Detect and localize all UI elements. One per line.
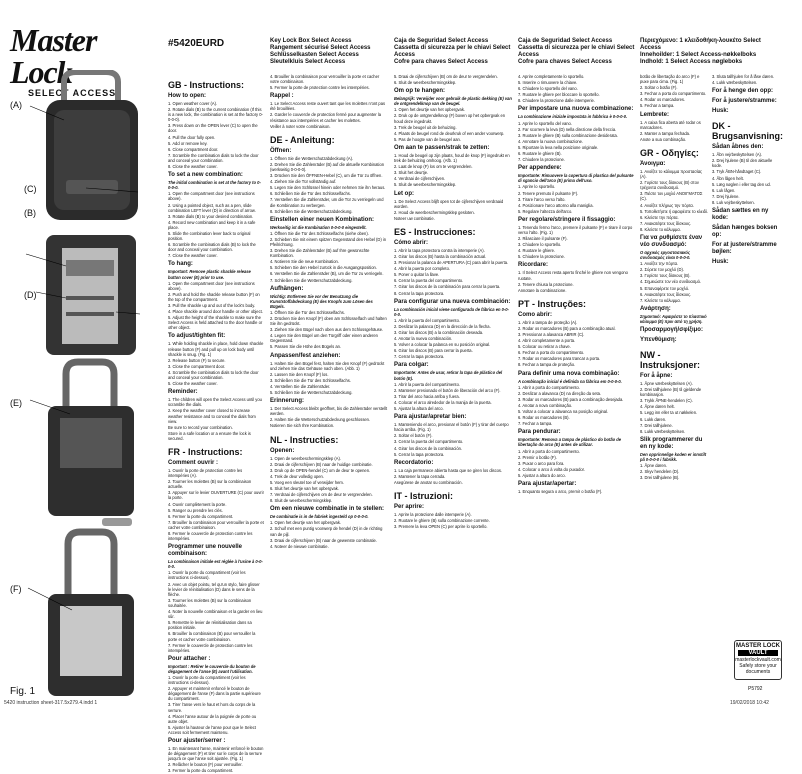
footer-timestamp: 19/02/2018 10:42 [730,700,769,706]
label-b: (B) [24,208,36,218]
gb-title: GB - Instructions: [168,80,244,90]
column-nl-es-it: Caja de Seguridad Select Access Cassetta di sicurezza per le chiavi Select Access Cofre para chaves Select Access 5. Draai de cijferschijven (B) om de deur te vergrendelen. 6. Sluit de weerbeschermingsklep. Om op te hangen: Belangrijk: Verwijder voor gebruik de plastic dekking (E) van de ontgrendelknop van de beugel. 1. Open het deurtje van het opbergvak. 2. Druk op de ontgrendelknop (F) boven op het opbergvak en houd deze ingedrukt. 3. Trek de beugel uit de behuizing. 4. Plaats de beugel rond de deurkruk of een ander voorwerp. 5. Pas de hoogte van de beugel aan. Om aan te passen/strak te zetten: 1. Houd de beugel op zijn plaats, houd de knop (F) ingedrukt en trek de behuizing omhoog. (Afb. 1) 2. Laat de knop (F) los om te vergrendelen. 3. Sluit het deurtje. 4. Verdraai de cijferschijven. 5. Sluit de weerbeschermingsklep. Let op: 1. De Select Access blijft open tot de cijferschijven verdraaid worden. 2. Houd de weerbeschermingsklep gesloten. Noteer uw combinatie. ES - Instrucciones: Cómo abrir: 1. Abrir la tapa protectora contra la intemperie (A). 2. Girar los discos (B) hasta la combinación actual. 3. Presionar la palanca de APERTURA (C) para abrir la puerta. 4. Abrir la puerta por completo. 5. Poner o quitar la llave. 6. Cerrar la puerta del compartimento. 7. Girar los discos de la combinación para cerrar la puerta. 8. Cerrar la tapa protectora. Para configurar una nueva combinación: La combinación inicial viene configurada de fábrica en 0-0-0-0. 1. Abrir la puerta del compartimento. 2. Deslizar la palanca (D) en la dirección de la flecha. 3. Girar los discos (B) a la combinación deseada. 4. Anotar la nueva combinación. 5. Volver a colocar la palanca en su posición original. 6. Girar los discos (B) para cerrar la puerta. 7. Cerrar la tapa protectora. Para colgar: Importante: Antes de usar, retirar la tapa de plástico del botón (E). 1. Abrir la puerta del compartimento. 2. Mantener presionado el botón de liberación del arco (F). 3. Tirar del arco hacia arriba y fuera. 4. Colocar el arco alrededor de la manija de la puerta. 5. Ajustar la altura del arco. Para ajustar/apretar bien: 1. Manteniendo el arco, presionar el botón (F) y tirar del cuerpo hacia arriba. (Fig. 1) 2. Soltar el botón (F). 3. Cerrar la puerta del compartimento. 4. Girar los discos de la combinación. 5. Cerrar la tapa protectora. Recordatorio: 1. La caja permanece abierta hasta que se giren los discos. 2. Mantener la tapa cerrada. Asegúrese de anotar su combinación. IT - Istruzioni: Per aprire: 1. Aprire la protezione dalle intemperie (A). 2. Ruotare le ghiere (B) sulla combinazione corrente. 3. Premere la leva OPEN (C) per aprire lo sportello. [394,38,512,530]
label-d: (D) [24,290,37,300]
figure-caption: Fig. 1 [10,686,36,697]
column-gb-fr: GB - Instructions: How to open: 1. Open weather cover (A). 2. Rotate dials (B) to the current combination (If this is a new lock, the combination is set at the factory 0-0-0-0). 3. Press down on the OPEN lever (C) to open the door. 4. Pull the door fully open. 5. Add or remove key. 6. Close compartment door. 7. Scramble the combination dials to lock the door and conceal your combination. 8. Close the weather cover. To set a new combination: The initial combination is set at the factory to 0-0-0-0. 1. Open the compartment door (see instructions above). 2. Using a pointed object, such as a pen, slide combination LEFT lever (D) in direction of arrow. 3. Rotate dials (B) to your desired combination. 4. Record new combination and keep it in a safe place. 5. Slide the combination lever back to original position. 6. Scramble the combination dials (B) to lock the door and conceal your combination. 7. Close the weather cover. To hang: Important: Remove plastic shackle release button cover (E) prior to use. 1. Open the compartment door (see instructions above). 2. Push and hold the shackle release button (F) on the top of the compartment. 3. Pull the shackle up and out of the lock's body. 4. Place shackle around door handle or other object. 5. Adjust the height of the shackle to make sure the Select Access is held attached to the door handle or other object. To adjust/tighten fit: 1. While holding shackle in place, hold down shackle release button (F) and pull up on lock body until shackle is snug. (Fig. 1) 2. Release button (F) to secure. 3. Close the compartment door. 4. Scramble the combination dials to lock the door and conceal your combination. 5. Close the weather cover. Reminder: 1. The children will open the Select Access until you scramble the dials. 2. Keep the weather cover closed to increase weather resistance and to conceal the dials from view. Be sure to record your combination. Store in a safe location or a ensure the lock is secured. FR - Instructions: Comment ouvrir : 1. Ouvrir la porte de protection contre les intempéries (A). 2. Tourner les molettes (B) sur la combinaison actuelle. 3. Appuyer sur le levier OUVERTURE (C) pour ouvrir la porte. 4. Ouvrir complètement la porte. 5. Ranger ou prendre les clés. 6. Fermer la porte du compartiment. 7. Brouiller la combinaison pour verrouiller la porte et cacher votre combinaison. 8. Fermer le couvercle de protection contre les intempéries. Programmer une nouvelle combinaison: La combinaison initiale est réglée à l'usine à 0-0-0-0. 1. Ouvrir la porte du compartiment (voir les instructions ci-dessus). 2. Avec un objet pointu, tel qu'un stylo, faire glisser le levier de réinitialisation (D) dans le sens de la flèche. 3. Tourner les molettes (B) sur la combinaison souhaitée. 4. Noter la nouvelle combinaison et la garder en lieu sûr. 5. Remettre le levier de réinitialisation dans sa position initiale. 6. Brouiller la combinaison (B) pour verrouiller la porte et cacher votre combinaison. 7. Fermer le couvercle de protection contre les intempéries. Pour attacher : Important : Retirer le couvercle du bouton de dégagement de l'anse (E) avant l'utilisation. 1. Ouvrir la porte du compartiment (voir les instructions ci-dessus). 2. Appuyer et maintenir enfoncé le bouton de dégagement de l'anse (F) dans la partie supérieure du compartiment. 3. Tirer l'anse vers le haut et hors du corps de la serrure. 4. Placer l'anse autour de la poignée de porte ou autre objet. 5. Ajuster la hauteur de l'anse pour que le Select Access soit fermement maintenu. Pour ajuster/serrer : 1. En maintenant l'anse, maintenir enfoncé le bouton de dégagement (F) et tirer sur le corps de la serrure jusqu'à ce que l'anse soit ajustée. (Fig. 1) 2. Relâcher le bouton (F) pour verrouiller. 3. Fermer la porte du compartiment. [168,80,264,774]
pt-title: PT - Instruções: [518,298,587,309]
lockbox-closed-drawing [30,72,138,220]
es-title: ES - Instrucciones: [394,226,476,237]
part-number: #5420EURD [168,38,225,49]
label-a: (A) [10,100,22,110]
print-code: P5792 [748,686,763,692]
lockbox-open-drawing [26,235,140,355]
vault-name: VAULT [738,650,778,656]
vault-badge [734,640,782,680]
label-f: (F) [10,584,22,594]
dk-title: DK - Brugsanvisning: [712,121,784,142]
column-fr-de-nl: Key Lock Box Select Access Rangement sécurisé Select Access Schlüsselkasten Select Access Sleutelkluis Select Access 4. Brouiller la combinaison pour verrouiller la porte et cacher votre combinaison. 5. Fermer la porte de protection contre les intempéries. Rappel : 1. Le Select Access reste ouvert tant que les molettes n'ont pas été brouillées. 2. Garder le couvercle de protection fermé pour augmenter la résistance aux intempéries et cacher les molettes. Veiller à noter votre combinaison. DE - Anleitung: Öffnen: 1. Öffnen Sie die Wetterschutzabdeckung (A). 2. Drehen Sie die Zahlenräder (B) auf die aktuelle Kombination (werkseitig 0-0-0-0). 3. Drücken Sie den ÖFFNEN-Hebel (C), um die Tür zu öffnen. 4. Ziehen Sie die Tür vollständig auf. 5. Legen Sie den Schlüssel hinein oder nehmen Sie ihn heraus. 6. Schließen Sie die Tür des Schlüsselfachs. 7. Verstellen Sie die Zahlenräder, um die Tür zu verriegeln und die Kombination zu verbergen. 8. Schließen Sie die Wetterschutzabdeckung. Einstellen einer neuen Kombination: Werkseitig ist die Kombination 0-0-0-0 eingestellt. 1. Öffnen Sie die Tür des Schlüsselfachs (siehe oben). 2. Schieben Sie mit einem spitzen Gegenstand den Hebel (D) in Pfeilrichtung. 3. Drehen Sie die Zahlenräder (B) auf Ihre gewünschte Kombination. 4. Notieren Sie die neue Kombination. 5. Schieben Sie den Hebel zurück in die Ausgangsposition. 6. Verstellen Sie die Zahlenräder (B), um die Tür zu verriegeln. 7. Schließen Sie die Wetterschutzabdeckung. Aufhängen: Wichtig: Entfernen Sie vor der Benutzung die Kunststoffabdeckung (E) des Knopfs zum Lösen des Bügels. 1. Öffnen Sie die Tür des Schlüsselfachs. 2. Drücken Sie den Knopf (F) oben am Schlüsselfach und halten Sie ihn gedrückt. 3. Ziehen Sie den Bügel nach oben aus dem Schlossgehäuse. 4. Legen Sie den Bügel um den Türgriff oder einen anderen Gegenstand. 5. Passen Sie die Höhe des Bügels an. Anpassen/fest anziehen: 1. Halten Sie den Bügel fest, halten Sie den Knopf (F) gedrückt und ziehen Sie das Gehäuse nach oben. (Abb. 1) 2. Lassen Sie den Knopf (F) los. 3. Schließen Sie die Tür des Schlüsselfachs. 4. Verstellen Sie die Zahlenräder. 5. Schließen Sie die Wetterschutzabdeckung. Erinnerung: 1. Der Select Access bleibt geöffnet, bis die Zahlenräder verstellt werden. 2. Halten Sie die Wetterschutzabdeckung geschlossen. Notieren Sie sich Ihre Kombination. NL - Instructies: Openen: 1. Open de weerbeschermingsklep (A). 2. Draai de cijferschijven (B) naar de huidige combinatie. 3. Druk op de OPEN-hendel (C) om de deur te openen. 4. Trek de deur volledig open. 5. Voeg een sleutel toe of verwijder hem. 6. Sluit het deurtje van het opbergvak. 7. Verdraai de cijferschijven om de deur te vergrendelen. 8. Sluit de weerbeschermingsklep. Om een nieuwe combinatie in te stellen: De combinatie is in de fabriek ingesteld op 0-0-0-0. 1. Open het deurtje van het opbergvak. 2. Schuif met een puntig voorwerp de hendel (D) in de richting van de pijl. 3. Draai de cijferschijven (B) naar de gewenste combinatie. 4. Noteer de nieuwe combinatie. [270,38,388,549]
lockbox-shackle-drawing [30,362,134,516]
gb-adjust-heading: To adjust/tighten fit: [168,333,226,340]
footer-file: 5420 instruction sheet-317.5x279.4.indd 1 [4,700,98,706]
logo-tagline: SELECT ACCESS [28,88,117,98]
it-title: IT - Istruzioni: [394,490,453,501]
gb-open-heading: How to open: [168,93,206,99]
label-e: (E) [10,398,22,408]
gb-remind-heading: Reminder: [168,389,198,396]
fr-title: FR - Instructions: [168,446,243,457]
gb-set-heading: To set a new combination: [168,172,243,179]
label-c: (C) [24,184,37,194]
column-it-pt: Caja de Seguridad Select Access Cassetta di sicurezza per le chiavi Select Access Cofre para chaves Select Access 4. Aprire completamente lo sportello. 5. Inserire o rimuovere la chiave. 6. Chiudere lo sportello del vano. 7. Ruotare le ghiere per bloccare lo sportello. 8. Chiudere la protezione dalle intemperie. Per impostare una nuova combinazione: La combinazione iniziale impostata in fabbrica è 0-0-0-0. 1. Aprire lo sportello del vano. 2. Far scorrere la leva (D) nella direzione della freccia. 3. Ruotare le ghiere (B) sulla combinazione desiderata. 4. Annotare la nuova combinazione. 5. Riportare la leva nella posizione originale. 6. Ruotare le ghiere (B). 7. Chiudere la protezione. Per appendere: Importante: Rimuovere la copertura di plastica del pulsante di sgancio dell'arco (E) prima dell'uso. 1. Aprire lo sportello. 2. Tenere premuto il pulsante (F). 3. Tirare l'arco verso l'alto. 4. Posizionare l'arco attorno alla maniglia. 5. Regolare l'altezza dell'arco. Per regolare/stringere il fissaggio: 1. Tenendo fermo l'arco, premere il pulsante (F) e tirare il corpo verso l'alto. (Fig. 1) 2. Rilasciare il pulsante (F). 3. Chiudere lo sportello. 4. Ruotare le ghiere. 5. Chiudere la protezione. Ricordare: 1. Il Select Access resta aperto finché le ghiere non vengono ruotate. 2. Tenere chiusa la protezione. Annotare la combinazione. PT - Instruções: Como abrir: 1. Abrir a tampa de proteção (A). 2. Rodar os marcadores (B) para a combinação atual. 3. Pressionar a alavanca ABRIR (C). 4. Abrir completamente a porta. 5. Colocar ou retirar a chave. 6. Fechar a porta do compartimento. 7. Rodar os marcadores para trancar a porta. 8. Fechar a tampa de proteção. Para definir uma nova combinação: A combinação inicial é definida na fábrica em 0-0-0-0. 1. Abrir a porta do compartimento. 2. Deslizar a alavanca (D) na direção da seta. 3. Rodar os marcadores (B) para a combinação desejada. 4. Anotar a nova combinação. 5. Voltar a colocar a alavanca na posição original. 6. Rodar os marcadores (B). 7. Fechar a tampa. Para pendurar: Importante: Remova a tampa de plástico do botão de libertação do arco (E) antes de utilizar. 1. Abrir a porta do compartimento. 2. Premir o botão (F). 3. Puxar o arco para fora. 4. Colocar o arco à volta do puxador. 5. Ajustar a altura do arco. Para ajustar/apertar: 1. Enquanto segura o arco, premir o botão (F). [518,38,635,494]
gr-title: GR - Οδηγίες: [640,147,699,158]
lockbox-illustrations [6,70,164,700]
logo-wordmark: Master Lock [10,22,97,90]
vault-url: masterlockvault.com [735,657,781,663]
vault-brand: MASTER LOCK [736,643,780,649]
vault-tagline: Safely store your documents [739,663,777,675]
nl-title: NL - Instructies: [270,434,339,445]
column-pt-gr-nw-dk: Περιεχόμενο: 1 κλειδοθήκη-λουκέτο Select Access Innehoilder: 1 Select Access-nøkkelboks Indhold: 1 Select Access nøgleboks botão de libertação do arco (F) e puxe para cima. (Fig. 1) 2. Soltar o botão (F). 3. Fechar a porta do compartimento. 4. Rodar os marcadores. 5. Fechar a tampa. Lembrete: 1. A caixa fica aberta até rodar os marcadores. 2. Manter a tampa fechada. Anote a sua combinação. GR - Οδηγίες: Άνοιγμα: 1. Ανοίξτε το κάλυμμα προστασίας (A). 2. Γυρίστε τους δίσκους (B) στον τρέχοντα συνδυασμό. 3. Πιέστε τον μοχλό ΑΝΟΙΓΜΑΤΟΣ (C). 4. Ανοίξτε πλήρως την πόρτα. 5. Τοποθετήστε ή αφαιρέστε το κλειδί. 6. Κλείστε την πόρτα. 7. Ανακατέψτε τους δίσκους. 8. Κλείστε το κάλυμμα. Για να ρυθμίσετε έναν νέο συνδυασμό: Ο αρχικός εργοστασιακός συνδυασμός είναι 0-0-0-0. 1. Ανοίξτε την πόρτα. 2. Σύρετε τον μοχλό (D). 3. Γυρίστε τους δίσκους (B). 4. Σημειώστε τον νέο συνδυασμό. 5. Επαναφέρετε τον μοχλό. 6. Ανακατέψτε τους δίσκους. 7. Κλείστε το κάλυμμα. Ανάρτηση: Σημαντικό: Αφαιρέστε το πλαστικό κάλυμμα (E) πριν από τη χρήση. Προσαρμογή/σφίξιμο: Υπενθύμιση: NW - Instruksjoner: For å åpne: 1. Åpne værbeskyttelsen (A). 2. Drei tallhjulene (B) til gjeldende kombinasjon. 3. Trykk ÅPNE-hendelen (C). 4. Åpne døren helt. 5. Legg inn eller ta ut nøkkelen. 6. Lukk døren. 7. Drei tallhjulene. 8. Lukk værbeskyttelsen. Slik programmerer du en ny kode: Den opprinnelige koden er innstilt på 0-0-0-0 i fabrikk. 1. Åpne døren. 2. Skyv hendelen (D). 3. Drei tallhjulene (B). 3. Sluta tallhjulen for å låse døren. 4. Lukk værbeskyttelsen. For å henge den opp: For å justere/stramme: Husk: DK - Brugsanvisning: Sådan åbnes den: 1. Åbn vejrbeskyttelsen (A). 2. Drej hjulene (B) til den aktuelle kode. 3. Tryk ÅBN-håndtaget (C). 4. Åbn lågen helt. 5. Læg nøglen i eller tag den ud. 6. Luk lågen. 7. Drej hjulene. 8. Luk vejrbeskyttelsen. Sådan sættes en ny kode: Sådan hænges boksen op: For at justere/stramme bøjlen: Husk: [640,38,784,481]
de-title: DE - Anleitung: [270,134,335,145]
lockbox-hanging-drawing [28,518,134,696]
nw-title: NW - Instruksjoner: [640,350,701,370]
gb-hang-heading: To hang: [168,261,193,268]
